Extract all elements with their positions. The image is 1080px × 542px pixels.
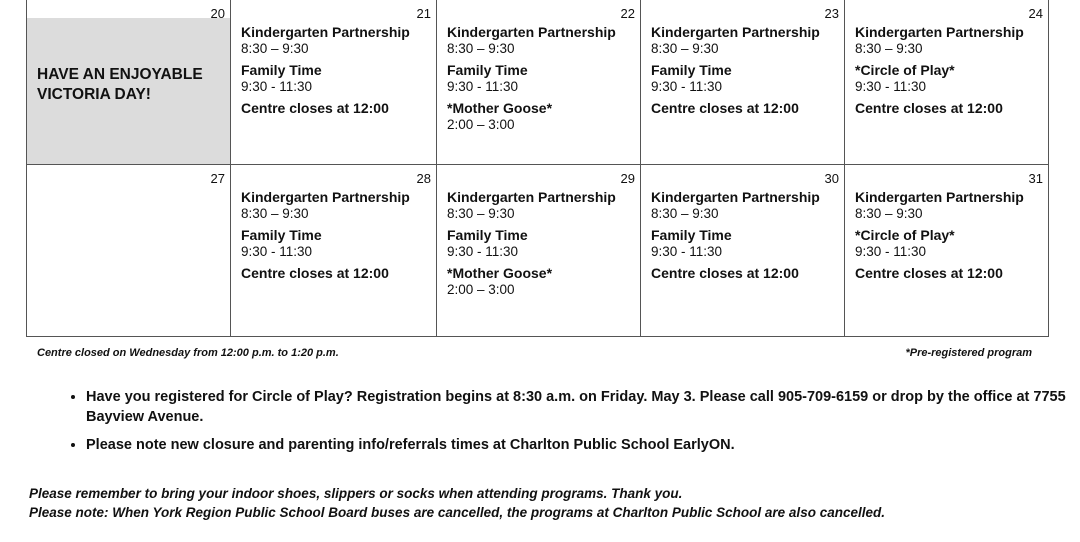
event-title: Kindergarten Partnership (651, 24, 820, 40)
event (241, 24, 432, 57)
event (447, 62, 636, 95)
event-title: Family Time (447, 62, 528, 78)
holiday-message: HAVE AN ENJOYABLE VICTORIA DAY! (37, 66, 203, 103)
event-time: 9:30 - 11:30 (447, 79, 519, 94)
event-title: Centre closes at 12:00 (855, 265, 1003, 281)
event-title: Kindergarten Partnership (447, 24, 616, 40)
event-list (447, 24, 636, 138)
event-title: Family Time (241, 62, 322, 78)
event-title: Kindergarten Partnership (447, 189, 616, 205)
announcement-item: • Have you registered for Circle of Play? Registration begins at 8:30 a.m. on Friday. May 3. Please call 905-709-6159 or drop by the office at 7755 Bayview Avenue. (86, 387, 1066, 427)
day-number: 31 (1028, 171, 1043, 186)
day-number: 28 (416, 171, 431, 186)
day-number: 24 (1028, 6, 1043, 21)
event-time: 8:30 – 9:30 (651, 41, 719, 56)
event (855, 189, 1044, 222)
event-title: Centre closes at 12:00 (651, 100, 799, 116)
day-cell-31 (845, 165, 1048, 337)
event (855, 265, 1044, 281)
event-list (241, 24, 432, 121)
event-title: Kindergarten Partnership (855, 189, 1024, 205)
event (447, 265, 636, 298)
day-number: 20 (210, 6, 225, 21)
event-list (651, 189, 840, 286)
day-cell-22 (437, 0, 640, 164)
event (651, 100, 840, 116)
event (855, 100, 1044, 116)
event (651, 62, 840, 95)
event (651, 227, 840, 260)
event-time: 8:30 – 9:30 (447, 206, 515, 221)
event-time: 8:30 – 9:30 (447, 41, 515, 56)
event (855, 62, 1044, 95)
event-time: 8:30 – 9:30 (651, 206, 719, 221)
day-cell-28 (231, 165, 436, 337)
event-time: 8:30 – 9:30 (855, 41, 923, 56)
day-number: 21 (416, 6, 431, 21)
day-number: 23 (824, 6, 839, 21)
event-time: 8:30 – 9:30 (855, 206, 923, 221)
event (447, 227, 636, 260)
event-time: 8:30 – 9:30 (241, 206, 309, 221)
day-cell-29 (437, 165, 640, 337)
event-title: Family Time (447, 227, 528, 243)
footer-notes (29, 484, 885, 522)
event-title: Kindergarten Partnership (241, 24, 410, 40)
event-time: 9:30 - 11:30 (651, 79, 723, 94)
event (241, 265, 432, 281)
event (651, 189, 840, 222)
event-list (241, 189, 432, 286)
event-title: Family Time (651, 227, 732, 243)
event-title: Centre closes at 12:00 (855, 100, 1003, 116)
event-title: Family Time (241, 227, 322, 243)
pre-registered-note: *Pre-registered program (905, 347, 1032, 359)
day-cell-20 (27, 0, 230, 164)
event-title: *Circle of Play* (855, 227, 955, 243)
event (447, 24, 636, 57)
event-title: Kindergarten Partnership (651, 189, 820, 205)
event (447, 189, 636, 222)
event-title: *Circle of Play* (855, 62, 955, 78)
event-time: 9:30 - 11:30 (651, 244, 723, 259)
event (651, 265, 840, 281)
announcement-list (64, 387, 1066, 463)
event-title: Kindergarten Partnership (241, 189, 410, 205)
event (855, 227, 1044, 260)
event-title: Centre closes at 12:00 (651, 265, 799, 281)
event (241, 227, 432, 260)
day-number: 22 (620, 6, 635, 21)
day-cell-23 (641, 0, 844, 164)
event (241, 62, 432, 95)
event-time: 8:30 – 9:30 (241, 41, 309, 56)
event-title: Centre closes at 12:00 (241, 100, 389, 116)
day-number: 27 (210, 171, 225, 186)
event-time: 2:00 – 3:00 (447, 117, 515, 132)
day-number: 29 (620, 171, 635, 186)
day-cell-21 (231, 0, 436, 164)
event (855, 24, 1044, 57)
event-time: 9:30 - 11:30 (855, 79, 927, 94)
event (241, 100, 432, 116)
event-list (855, 189, 1044, 286)
closure-note: Centre closed on Wednesday from 12:00 p.m. to 1:20 p.m. (37, 347, 339, 359)
event (447, 100, 636, 133)
event-list (651, 24, 840, 121)
event-list (855, 24, 1044, 121)
event-time: 9:30 - 11:30 (447, 244, 519, 259)
day-cell-27 (27, 165, 230, 337)
event-title: Centre closes at 12:00 (241, 265, 389, 281)
event-time: 2:00 – 3:00 (447, 282, 515, 297)
event-list (447, 189, 636, 303)
announcement-item: • Please note new closure and parenting info/referrals times at Charlton Public School EarlyON. (86, 435, 1066, 455)
calendar-grid (26, 0, 1049, 337)
event-time: 9:30 - 11:30 (855, 244, 927, 259)
footer-line: Please remember to bring your indoor shoes, slippers or socks when attending programs. Thank you. (29, 486, 683, 501)
event (241, 189, 432, 222)
event-title: Kindergarten Partnership (855, 24, 1024, 40)
event (651, 24, 840, 57)
event-title: Family Time (651, 62, 732, 78)
footer-line: Please note: When York Region Public School Board buses are cancelled, the programs at Charlton Public School are also cancelled. (29, 505, 885, 520)
event-title: *Mother Goose* (447, 265, 553, 281)
day-cell-24 (845, 0, 1048, 164)
event-title: *Mother Goose* (447, 100, 553, 116)
event-time: 9:30 - 11:30 (241, 79, 313, 94)
holiday-highlight (27, 18, 230, 164)
day-cell-30 (641, 165, 844, 337)
event-time: 9:30 - 11:30 (241, 244, 313, 259)
day-number: 30 (824, 171, 839, 186)
